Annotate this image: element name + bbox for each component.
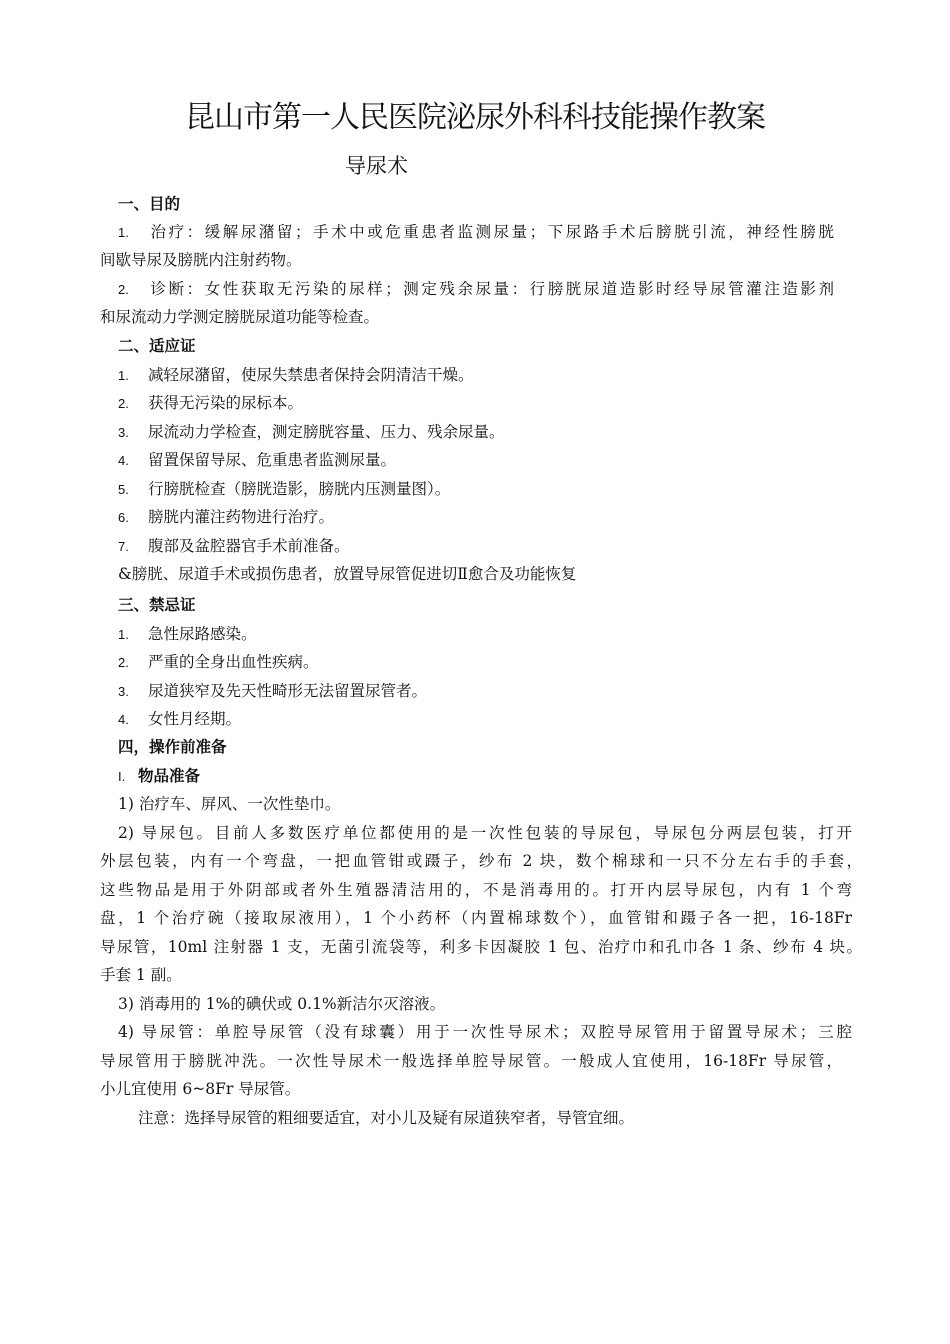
list-text: 诊断：女性获取无污染的尿样；测定残余尿量：行膀胱尿道造影时经导尿管灌注造影剂 [148, 280, 834, 298]
list-text: 行膀胱检查（膀胱造影，膀胱内压测量图）。 [148, 480, 451, 498]
list-number: 4. [118, 712, 129, 727]
list-number: 1. [118, 627, 129, 642]
list-item [118, 475, 888, 504]
subsection-heading [118, 762, 888, 791]
paragraph-3: 3) 消毒用的 1%的碘伏或 0.1%新洁尔灭溶液。 [118, 995, 446, 1013]
list-item [118, 503, 888, 532]
list-text: 膀胱内灌注药物进行治疗。 [148, 508, 335, 526]
paragraph-2-line: 外层包装，内有一个弯盘，一把血管钳或蹑子，纱布 2 块，数个棉球和一只不分左右手的手套， [100, 852, 862, 870]
paragraph-2-line: 2) 导尿包。目前人多数医疗单位都使用的是一次性包装的导尿包，导尿包分两层包装，打开 [118, 824, 852, 842]
list-text: 留置保留导尿、危重患者监测尿量。 [148, 451, 397, 469]
paragraph-4-line: 4) 导尿管：单腔导尿管（没有球囊）用于一次性导尿术；双腔导尿管用于留置导尿术；三腔 [118, 1023, 852, 1041]
document-title: 昆山市第一人民医院泌尿外科科技能操作教案 [185, 100, 765, 135]
list-item [118, 361, 888, 390]
purpose-item-1-line-2: 间歇导尿及膀胱内注射药物。 [100, 251, 302, 269]
purpose-item-2-line-2: 和尿流动力学测定膀胱尿道功能等检查。 [100, 308, 380, 326]
list-number: I. [118, 769, 126, 784]
list-number: 6. [118, 510, 129, 525]
list-item [118, 705, 888, 734]
paragraph-2-line: 手套 1 副。 [100, 966, 182, 984]
list-item [118, 620, 888, 649]
document-subtitle: 导尿术 [345, 154, 408, 178]
section-heading-preparation: 四，操作前准备 [118, 738, 227, 756]
paragraph-1: 1) 治疗车、屏风、一次性垫巾。 [118, 795, 341, 813]
list-number: 4. [118, 453, 129, 468]
list-text: 女性月经期。 [148, 710, 242, 728]
list-item [118, 418, 888, 447]
section-heading-purpose: 一、目的 [118, 195, 181, 213]
list-text: 严重的全身出血性疾病。 [148, 653, 319, 671]
list-number: 3. [118, 425, 129, 440]
paragraph-2-line: 这些物品是用于外阴部或者外生殖器清洁用的，不是消毒用的。打开内层导尿包，内有 1 个弯 [100, 881, 852, 899]
list-text: 减轻尿潴留，使尿失禁患者保持会阴清洁干燥。 [148, 366, 474, 384]
purpose-item-1-line-1 [118, 218, 834, 247]
purpose-item-2-line-1 [118, 275, 834, 304]
list-number: 5. [118, 482, 129, 497]
list-item [118, 677, 888, 706]
list-number: 7. [118, 539, 129, 554]
paragraph-4-line: 导尿管用于膀胱冲洗。一次性导尿术一般选择单腔导尿管。一般成人宜使用，16-18Fr 导尿管， [100, 1052, 842, 1070]
list-item-extra: &膀胱、尿道手术或损伤患者，放置导尿管促进切Ⅱ愈合及功能恢复 [118, 565, 577, 583]
list-number: 2. [118, 655, 129, 670]
list-number: 1. [118, 225, 129, 240]
list-item [118, 532, 888, 561]
list-number: 2. [118, 282, 129, 297]
list-item [118, 446, 888, 475]
section-heading-contraindications: 三、禁忌证 [118, 596, 196, 614]
list-text: 治疗：缓解尿潴留；手术中或危重患者监测尿量；下尿路手术后膀胱引流，神经性膀胱 [148, 223, 834, 241]
list-text: 尿道狭窄及先天性畸形无法留置尿管者。 [148, 682, 428, 700]
list-number: 3. [118, 684, 129, 699]
list-item [118, 648, 888, 677]
list-number: 1. [118, 368, 129, 383]
section-heading-indications: 二、适应证 [118, 337, 196, 355]
list-text: 尿流动力学检查，测定膀胱容量、压力、残余尿量。 [148, 423, 505, 441]
paragraph-2-line: 导尿管，10ml 注射器 1 支，无菌引流袋等，利多卡因凝胶 1 包、治疗巾和孔巾各 1 条、纱布 4 块。 [100, 938, 862, 956]
list-item [118, 389, 888, 418]
paragraph-4-line: 小儿宜使用 6~8Fr 导尿管。 [100, 1080, 301, 1098]
note: 注意：选择导尿管的粗细要适宜，对小儿及疑有尿道狭窄者，导管宜细。 [138, 1109, 635, 1127]
list-text: 急性尿路感染。 [148, 625, 257, 643]
list-text: 获得无污染的尿标本。 [148, 394, 304, 412]
subsection-title: 物品准备 [138, 767, 201, 785]
list-text: 腹部及盆腔器官手术前准备。 [148, 537, 350, 555]
paragraph-2-line: 盘，1 个治疗碗（接取尿液用），1 个小药杯（内置棉球数个），血管钳和蹑子各一把，16-18Fr [100, 909, 852, 927]
list-number: 2. [118, 396, 129, 411]
